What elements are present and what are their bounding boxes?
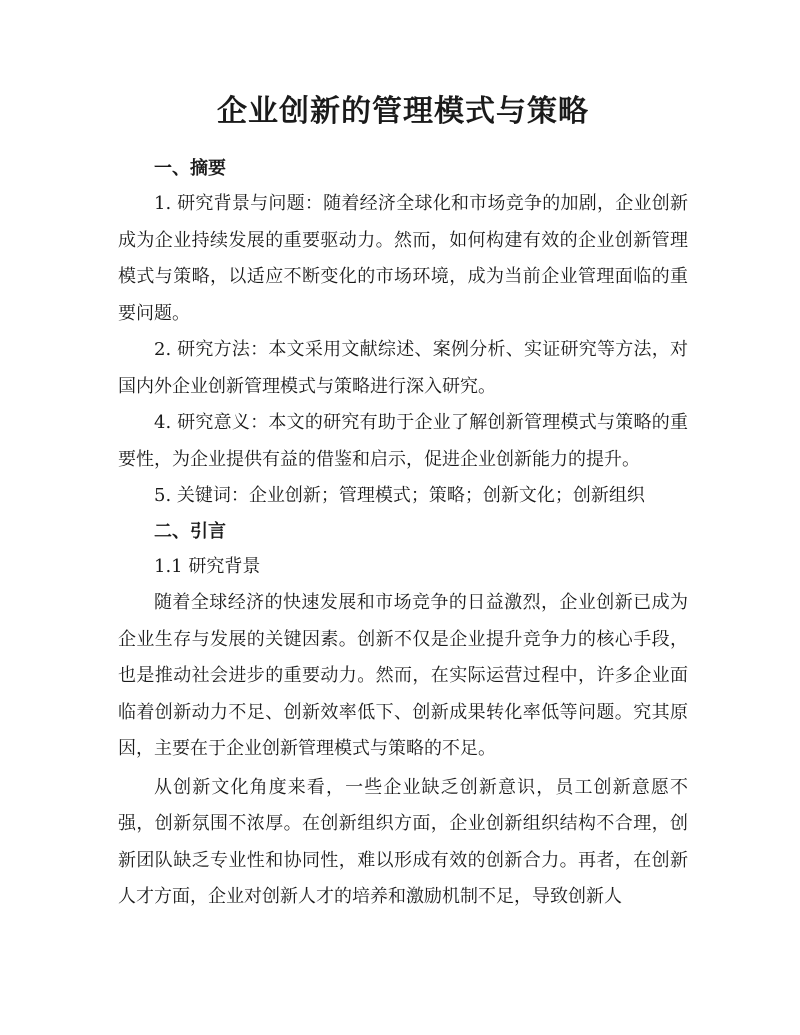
- section-heading-introduction: 二、引言: [154, 520, 226, 542]
- document-title: 企业创新的管理模式与策略: [217, 94, 589, 129]
- intro-paragraph-2: 从创新文化角度来看，一些企业缺乏创新意识，员工创新意愿不强，创新氛围不浓厚。在创新组织方面，企业创新组织结构不合理，创新团队缺乏专业性和协同性，难以形成有效的创新合力。再者，在创新人才方面，企业对创新人才的培养和激励机制不足，导致创新人: [118, 776, 688, 907]
- abstract-paragraph-method: 2. 研究方法：本文采用文献综述、案例分析、实证研究等方法，对国内外企业创新管理模式与策略进行深入研究。: [118, 339, 688, 397]
- abstract-paragraph-significance: 4. 研究意义：本文的研究有助于企业了解创新管理模式与策略的重要性，为企业提供有益的借鉴和启示，促进企业创新能力的提升。: [118, 412, 688, 470]
- document-page: [118, 90, 688, 916]
- intro-paragraph-1: 随着全球经济的快速发展和市场竞争的日益激烈，企业创新已成为企业生存与发展的关键因素。创新不仅是企业提升竞争力的核心手段，也是推动社会进步的重要动力。然而，在实际运营过程中，许多企业面临着创新动力不足、创新效率低下、创新成果转化率低等问题。究其原因，主要在于企业创新管理模式与策略的不足。: [118, 592, 688, 759]
- abstract-paragraph-keywords: 5. 关键词：企业创新；管理模式；策略；创新文化；创新组织: [154, 485, 645, 506]
- section-heading-abstract: 一、摘要: [154, 158, 226, 179]
- subsection-heading-background: 1.1 研究背景: [154, 555, 261, 577]
- abstract-paragraph-background: 1. 研究背景与问题：随着经济全球化和市场竞争的加剧，企业创新成为企业持续发展的重要驱动力。然而，如何构建有效的企业创新管理模式与策略，以适应不断变化的市场环境，成为当前企业管理面临的重要问题。: [118, 193, 688, 324]
